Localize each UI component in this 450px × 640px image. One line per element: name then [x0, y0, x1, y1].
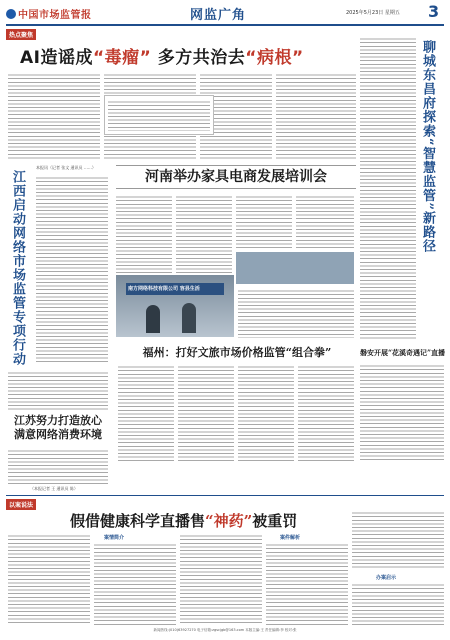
bottom-section-rule — [6, 495, 444, 496]
top-story-headline: AI造谣成“毒瘤” 多方共治去“病根” — [20, 48, 304, 68]
henan-col-4 — [296, 194, 354, 249]
bottom-col-5 — [352, 510, 444, 570]
henan-col-tail — [238, 288, 354, 338]
jiangxi-byline: 本报讯（记者 张文 通讯员 ……） — [36, 165, 96, 170]
page-number: 3 — [428, 2, 440, 21]
jiangxi-headline: 江西启动网络市场监管专项行动 — [10, 170, 25, 366]
training-photo-main — [116, 275, 234, 337]
liaocheng-body — [360, 36, 416, 341]
bottom-col-4 — [266, 542, 348, 625]
case-lesson-heading: 办案启示 — [376, 575, 397, 581]
jiangxi-body — [36, 175, 108, 365]
jiangsu-headline: 江苏努力打造放心满意网络消费环境 — [14, 414, 102, 441]
masthead-rule — [6, 24, 444, 26]
person-figure — [182, 303, 196, 333]
bottom-col-1 — [8, 533, 90, 625]
henan-headline: 河南举办家具电商发展培训会 — [116, 165, 356, 189]
panan-body — [360, 363, 444, 463]
fuzhou-col-2 — [178, 364, 234, 464]
case-intro-heading: 案情简介 — [104, 535, 125, 541]
page-footer: 新闻热线:(010)63927270 电子信箱:zgscjgb@163.com 本版主编:王 责任编辑:李 校对:张 — [153, 628, 297, 632]
issue-date: 2025年5月23日 星期五 — [346, 10, 400, 16]
jiangsu-byline: （本报记者 王 通讯员 陈） — [30, 486, 78, 491]
fuzhou-headline: 福州：打好文旅市场价格监管“组合拳” — [142, 346, 332, 359]
fuzhou-col-4 — [298, 364, 354, 464]
jiangsu-body-top — [8, 370, 108, 410]
person-figure — [146, 305, 160, 333]
case-analysis-heading: 案件解析 — [280, 535, 301, 541]
bottom-story-headline: 假借健康科学直播售“神药”被重罚 — [70, 512, 298, 530]
bottom-col-3 — [180, 533, 262, 625]
henan-col-3 — [236, 194, 292, 249]
photo-banner-text: 南方网络科技有限公司 容县生活 — [128, 286, 200, 292]
globe-icon — [6, 9, 16, 19]
bottom-story-kicker: 以案说法 — [6, 499, 36, 510]
training-photo-top — [236, 252, 354, 284]
panan-headline: 磐安开展“花溪奇遇记”直播 — [360, 348, 446, 357]
top-story-kicker: 热点聚焦 — [6, 29, 36, 40]
masthead-logo: 中国市场监管报 — [6, 6, 92, 21]
bottom-col-6 — [352, 582, 444, 625]
top-story-col-4 — [276, 72, 356, 160]
fuzhou-col-1 — [118, 364, 174, 464]
bottom-col-2 — [94, 542, 176, 625]
fuzhou-col-3 — [238, 364, 294, 464]
section-title: 网监广角 — [190, 8, 247, 23]
top-story-pullquote — [104, 95, 214, 135]
top-story-col-1 — [8, 72, 100, 160]
liaocheng-headline: 聊城东昌府探索“智慧监管”新路径 — [420, 40, 435, 253]
jiangsu-body — [8, 448, 108, 486]
